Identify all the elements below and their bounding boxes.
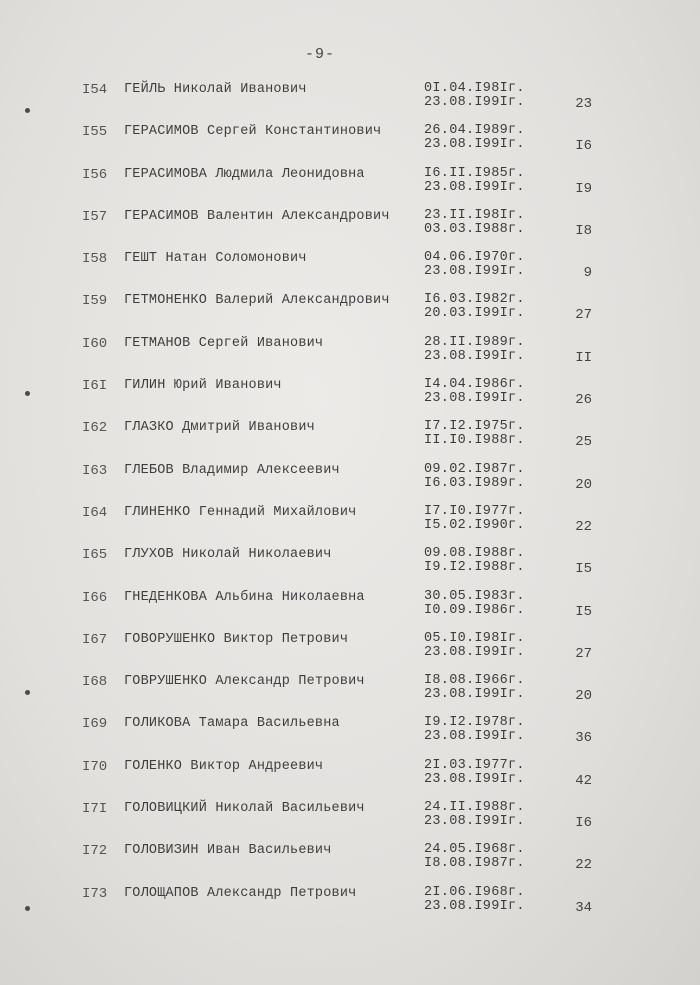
record-row: [0, 120, 700, 162]
person-name: ГЛАЗКО Дмитрий Иванович: [124, 420, 315, 436]
date-to: I9.I2.I988г.: [424, 560, 525, 576]
date-from: 24.II.I988г.: [424, 800, 525, 816]
months-count: 20: [575, 688, 592, 705]
date-from: I7.I0.I977г.: [424, 503, 525, 519]
person-name: ГЕРАСИМОВ Сергей Константинович: [124, 124, 382, 140]
person-name: ГИЛИН Юрий Иванович: [124, 378, 282, 394]
record-row: [0, 78, 700, 120]
record-number: I59: [82, 293, 108, 310]
record-row: [0, 332, 700, 374]
date-range: [424, 716, 525, 744]
date-range: [424, 167, 525, 195]
date-to: 23.08.I99Iг.: [424, 687, 525, 703]
date-range: [424, 463, 525, 491]
record-row: [0, 543, 700, 585]
months-count: I5: [575, 561, 592, 578]
record-row: [0, 416, 700, 458]
months-count: I9: [575, 180, 592, 197]
date-to: 23.08.I99Iг.: [424, 264, 525, 280]
date-range: [424, 378, 525, 406]
person-name: ГНЕДЕНКОВА Альбина Николаевна: [124, 589, 365, 605]
record-number: I67: [82, 631, 108, 648]
date-from: 09.02.I987г.: [424, 461, 525, 477]
months-count: 34: [575, 899, 592, 916]
person-name: ГОЛЕНКО Виктор Андреевич: [124, 758, 324, 774]
months-count: I6: [575, 138, 592, 155]
record-number: I54: [82, 82, 108, 98]
person-name: ГЕРАСИМОВ Валентин Александрович: [124, 208, 390, 224]
date-range: [424, 82, 525, 110]
date-from: I6.II.I985г.: [424, 165, 525, 181]
record-number: I64: [82, 504, 108, 521]
person-name: ГЕТМОНЕНКО Валерий Александрович: [124, 293, 390, 309]
record-number: I6I: [82, 378, 108, 395]
record-row: [0, 755, 700, 797]
date-from: 28.II.I989г.: [424, 334, 525, 350]
date-from: 2I.03.I977г.: [424, 757, 525, 773]
date-from: I7.I2.I975г.: [424, 419, 525, 435]
record-number: I70: [82, 758, 108, 775]
person-name: ГОЛОВИЦКИЙ Николай Васильевич: [124, 801, 365, 817]
date-to: I8.08.I987г.: [424, 856, 525, 872]
months-count: 27: [575, 645, 592, 662]
person-name: ГОЛИКОВА Тамара Васильевна: [124, 716, 340, 732]
record-number: I7I: [82, 801, 108, 818]
months-count: I6: [575, 815, 592, 832]
person-name: ГЕРАСИМОВА Людмила Леонидовна: [124, 166, 365, 182]
records-list: [0, 78, 700, 924]
months-count: II: [575, 349, 592, 366]
months-count: 20: [575, 476, 592, 493]
months-count: 36: [575, 730, 592, 747]
date-to: 23.08.I99Iг.: [424, 391, 525, 407]
months-count: 22: [575, 518, 592, 535]
record-row: [0, 712, 700, 754]
person-name: ГЛИНЕНКО Геннадий Михайлович: [124, 504, 357, 520]
date-to: II.I0.I988г.: [424, 433, 525, 449]
date-to: 23.08.I99Iг.: [424, 137, 525, 153]
months-count: 27: [575, 307, 592, 324]
date-from: I8.08.I966г.: [424, 673, 525, 689]
date-to: I6.03.I989г.: [424, 475, 525, 491]
record-number: I62: [82, 420, 108, 437]
person-name: ГЕТМАНОВ Сергей Иванович: [124, 335, 324, 351]
date-to: 20.03.I99Iг.: [424, 306, 525, 322]
record-row: [0, 839, 700, 881]
record-row: [0, 289, 700, 331]
months-count: 23: [575, 96, 592, 112]
date-to: 23.08.I99Iг.: [424, 348, 525, 364]
date-from: I9.I2.I978г.: [424, 715, 525, 731]
person-name: ГЛУХОВ Николай Николаевич: [124, 547, 332, 563]
person-name: ГОЛОВИЗИН Иван Васильевич: [124, 843, 332, 859]
date-from: 30.05.I983г.: [424, 588, 525, 604]
date-range: [424, 886, 525, 914]
months-count: 22: [575, 857, 592, 874]
person-name: ГЛЕБОВ Владимир Алексеевич: [124, 462, 340, 478]
record-row: [0, 628, 700, 670]
record-number: I73: [82, 885, 108, 902]
record-number: I72: [82, 843, 108, 860]
record-row: [0, 163, 700, 205]
record-number: I57: [82, 208, 108, 225]
date-to: 23.08.I99Iг.: [424, 729, 525, 745]
date-range: [424, 843, 525, 871]
person-name: ГОВОРУШЕНКО Виктор Петрович: [124, 631, 349, 647]
date-from: 05.I0.I98Iг.: [424, 630, 525, 646]
record-row: [0, 459, 700, 501]
date-range: [424, 251, 525, 279]
date-to: I0.09.I986г.: [424, 602, 525, 618]
date-range: [424, 801, 525, 829]
record-row: [0, 586, 700, 628]
date-range: [424, 547, 525, 575]
person-name: ГЕЙЛЬ Николай Иванович: [124, 82, 307, 97]
record-number: I58: [82, 251, 108, 268]
record-row: [0, 670, 700, 712]
date-to: I5.02.I990г.: [424, 517, 525, 533]
record-number: I56: [82, 166, 108, 183]
date-from: 04.06.I970г.: [424, 250, 525, 266]
date-from: 23.II.I98Iг.: [424, 207, 525, 223]
date-range: [424, 293, 525, 321]
date-range: [424, 674, 525, 702]
date-to: 23.08.I99Iг.: [424, 898, 525, 914]
record-number: I69: [82, 716, 108, 733]
person-name: ГЕШТ Натан Соломонович: [124, 251, 307, 267]
record-number: I55: [82, 124, 108, 141]
record-row: [0, 501, 700, 543]
date-from: 24.05.I968г.: [424, 842, 525, 858]
date-to: 23.08.I99Iг.: [424, 95, 525, 110]
record-number: I68: [82, 674, 108, 691]
page-number: -9-: [304, 46, 335, 63]
person-name: ГОВРУШЕНКО Александр Петрович: [124, 674, 365, 690]
date-to: 23.08.I99Iг.: [424, 814, 525, 830]
months-count: I5: [575, 603, 592, 620]
months-count: 26: [575, 392, 592, 409]
record-number: I60: [82, 335, 108, 352]
record-row: [0, 882, 700, 924]
date-to: 03.03.I988г.: [424, 221, 525, 237]
record-row: [0, 205, 700, 247]
date-to: 23.08.I99Iг.: [424, 644, 525, 660]
date-from: 2I.06.I968г.: [424, 884, 525, 900]
date-range: [424, 420, 525, 448]
months-count: 42: [575, 772, 592, 789]
record-number: I63: [82, 462, 108, 479]
date-range: [424, 209, 525, 237]
months-count: 25: [575, 434, 592, 451]
months-count: I8: [575, 222, 592, 239]
date-from: 0I.04.I98Iг.: [424, 81, 525, 96]
date-from: 09.08.I988г.: [424, 546, 525, 562]
date-range: [424, 632, 525, 660]
date-from: I4.04.I986г.: [424, 377, 525, 393]
date-from: I6.03.I982г.: [424, 292, 525, 308]
months-count: 9: [583, 265, 592, 282]
record-number: I66: [82, 589, 108, 606]
record-row: [0, 797, 700, 839]
person-name: ГОЛОЩАПОВ Александр Петрович: [124, 885, 357, 901]
date-range: [424, 590, 525, 618]
date-to: 23.08.I99Iг.: [424, 771, 525, 787]
record-row: [0, 247, 700, 289]
record-row: [0, 374, 700, 416]
date-to: 23.08.I99Iг.: [424, 179, 525, 195]
date-range: [424, 124, 525, 152]
date-range: [424, 759, 525, 787]
date-range: [424, 336, 525, 364]
date-from: 26.04.I989г.: [424, 123, 525, 139]
record-number: I65: [82, 547, 108, 564]
date-range: [424, 505, 525, 533]
